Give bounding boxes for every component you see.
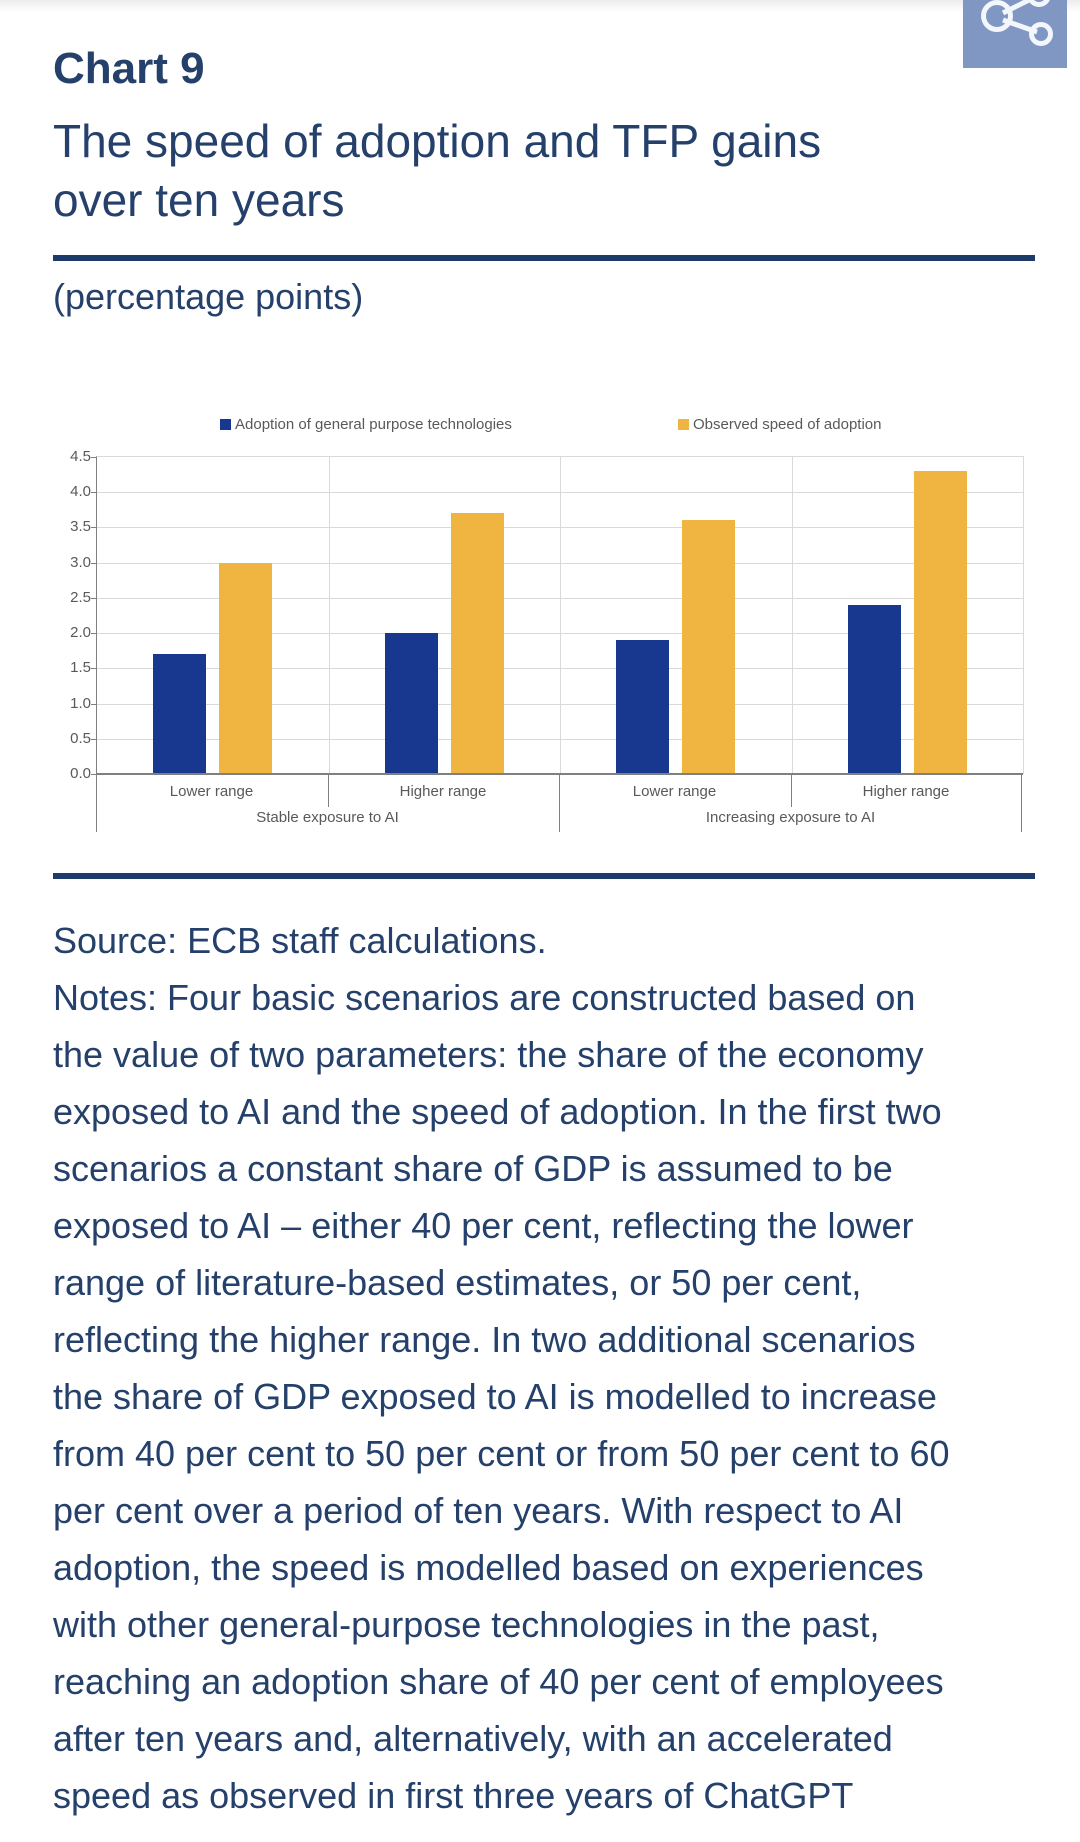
chart-title [53,112,1053,230]
bar-group [97,563,328,774]
bar-observed-speed [451,513,504,774]
bar-observed-speed [914,471,967,774]
legend-label: Observed speed of adoption [693,415,882,433]
text-line: the share of GDP exposed to AI is modelled to increase [53,1376,937,1417]
legend-label: Adoption of general purpose technologies [235,415,512,433]
title-divider [53,255,1035,261]
text-line: from 40 per cent to 50 per cent or from 50 per cent to 60 [53,1433,950,1474]
text-line: over ten years [53,174,345,226]
category-label: Lower range [169,783,254,800]
y-tick-label: 4.0 [70,483,91,501]
text-line: scenarios a constant share of GDP is assumed to be [53,1148,893,1189]
y-axis-tick [91,492,97,493]
x-axis-tick [791,775,792,807]
y-axis-tick [91,527,97,528]
legend-item [220,414,512,434]
legend-swatch [220,419,231,430]
text-line: the value of two parameters: the share of the economy [53,1034,924,1075]
y-tick-label: 1.5 [70,659,91,677]
bar-observed-speed [682,520,735,774]
bar-observed-speed [219,563,272,774]
text-line: reaching an adoption share of 40 per cent of employees [53,1661,944,1702]
y-axis-tick [91,457,97,458]
bar-adoption-gpt [385,633,438,774]
unit-label: (percentage points) [53,276,364,317]
text-line: exposed to AI and the speed of adoption. In the first two [53,1091,942,1132]
legend-item [678,414,881,434]
category-label: Lower range [632,783,717,800]
text-line: range of literature-based estimates, or 50 per cent, [53,1262,862,1303]
share-button[interactable] [963,0,1067,68]
text-line: speed as observed in first three years of ChatGPT [53,1775,854,1816]
text-line: with other general-purpose technologies in the past, [53,1604,880,1645]
notes-text [53,969,949,1824]
text-line: reflecting the higher range. In two additional scenarios [53,1319,916,1360]
y-tick-label: 3.0 [70,553,91,571]
bar-adoption-gpt [848,605,901,774]
text-line: per cent over a period of ten years. With respect to AI [53,1490,904,1531]
bar-chart [53,414,1022,840]
text-line: exposed to AI – either 40 per cent, reflecting the lower [53,1205,914,1246]
text-line: adoption, the speed is modelled based on experiences [53,1547,924,1588]
text-line: after ten years and, alternatively, with an accelerated [53,1718,893,1759]
legend-swatch [678,419,689,430]
top-edge-shadow [0,0,1080,12]
y-tick-label: 0.5 [70,729,91,747]
group-label: Increasing exposure to AI [705,809,876,826]
chart-divider [53,873,1035,879]
bar-group [329,513,560,774]
y-tick-label: 2.0 [70,624,91,642]
y-tick-label: 3.5 [70,518,91,536]
y-tick-label: 0.0 [70,765,91,782]
source-text: Source: ECB staff calculations. [53,920,547,961]
bar-group [560,520,791,774]
text-line: Notes: Four basic scenarios are constructed based on [53,977,916,1018]
chart-legend [53,414,1022,434]
category-label: Higher range [399,783,487,800]
y-tick-label: 4.5 [70,448,91,465]
chart-number: Chart 9 [53,44,205,93]
y-tick-label: 2.5 [70,588,91,606]
x-axis-tick [328,775,329,807]
x-axis-tick [96,775,97,832]
category-label: Higher range [862,783,950,800]
x-axis-tick [559,775,560,832]
share-nodes-icon [963,0,1067,64]
bar-adoption-gpt [153,654,206,774]
bar-group [792,471,1023,774]
plot-area [70,448,1024,782]
bar-adoption-gpt [616,640,669,774]
x-axis-tick [1021,775,1022,832]
group-label: Stable exposure to AI [256,809,399,826]
y-tick-label: 1.0 [70,694,91,712]
text-line: The speed of adoption and TFP gains [53,115,822,167]
